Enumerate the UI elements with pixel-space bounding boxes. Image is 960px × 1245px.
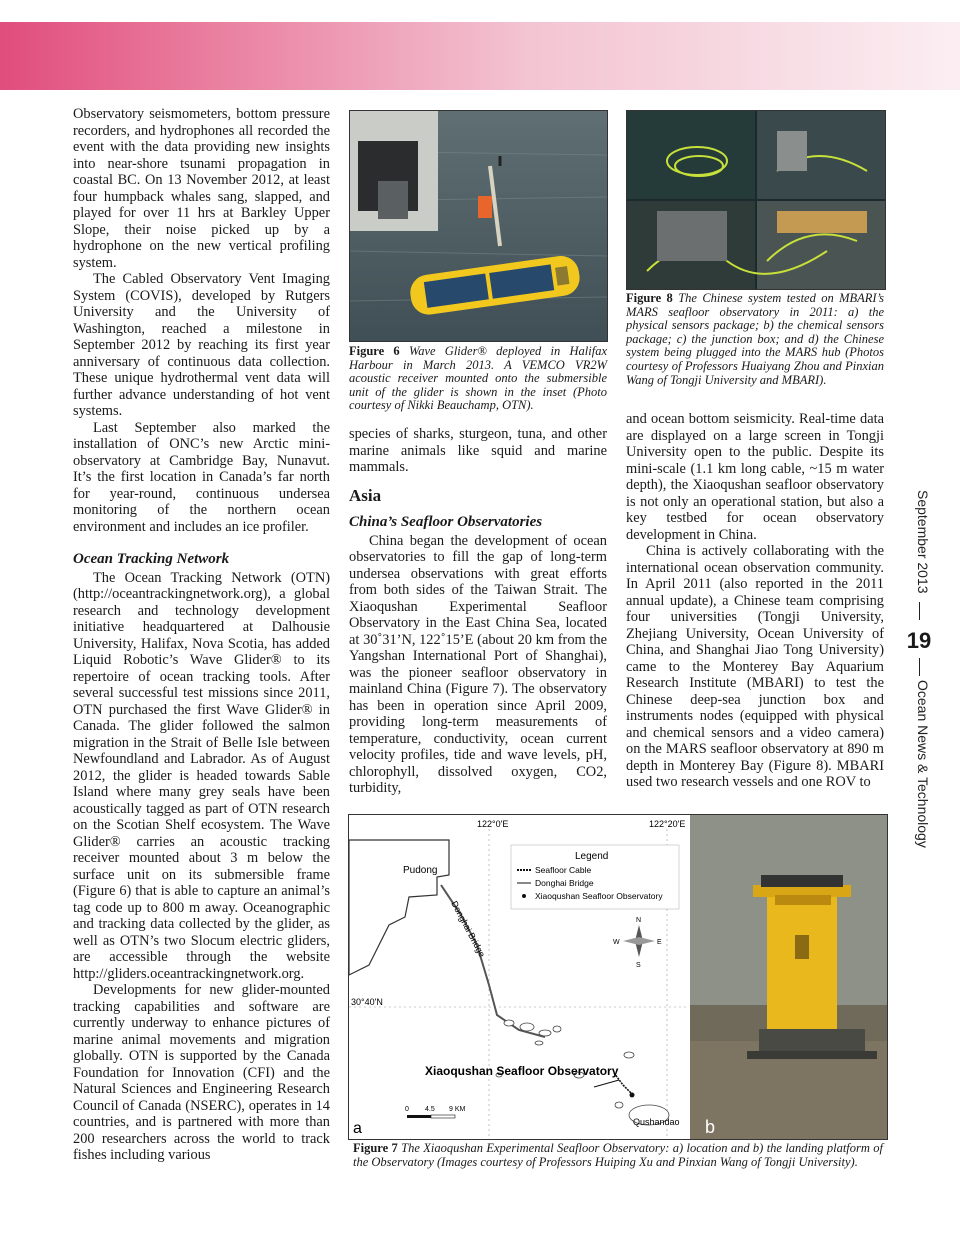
place-label-observatory: Xiaoqushan Seafloor Observatory bbox=[425, 1064, 619, 1078]
figure-7-caption bbox=[353, 1142, 883, 1169]
panel-label-b: b bbox=[705, 1117, 716, 1137]
paragraph: The Cabled Observatory Vent Imaging System (COVIS), developed by Rutgers University and the University of Washington, reached a milestone in September 2012 by reaching its first year anniversary of continuous data collection. These unique hydrothermal vent data will further advance understanding of hot vent systems. bbox=[73, 271, 330, 419]
longitude-label: 122°20'E bbox=[649, 819, 686, 829]
paragraph: species of sharks, sturgeon, tuna, and other marine animals like squid and marine mammals. bbox=[349, 426, 607, 475]
figure-8-caption bbox=[626, 292, 884, 387]
journal-name: Ocean News & Technology bbox=[915, 680, 931, 848]
wave-glider-image bbox=[350, 111, 607, 341]
paragraph: The Ocean Tracking Network (OTN) (http://oceantrackingnetwork.org), a global research and technology development initiative headquartered at Dalhousie University, Halifax, Nova Scotia, has added Liquid Robotic’s Wave Glider® to its repertoire of ocean tracking tools. After several successful test missions since 2011, OTN purchased the first Wave Glider® in Canada. The glider followed the salmon migration in the Strait of Belle Isle between Newfoundland and Labrador. As of August 2012, the glider is headed towards Sable Island where many grey seals have been acoustically tagged as part of OTN research on the Scotian Shelf ecosystem. The Wave Glider® carries an acoustic tracking receiver mounted about 3 m below the surface unit on its submersible frame (Figure 6) that is able to capture an animal’s tag code up to 800 m away. Oceanographic and tracking data collected by the glider, as well as OTN’s two Slocum electric gliders, are accessible through the website http://gliders.oceantrackingnetwork.org. bbox=[73, 569, 330, 982]
figure-7-graphic bbox=[349, 815, 887, 1139]
compass-e: E bbox=[657, 939, 662, 946]
figure-6-caption-text: Wave Glider® deployed in Halifax Harbour in March 2013. A VEMCO VR2W acoustic receiver mounted onto the submersible unit of the glider is shown in the inset (Photo courtesy of Nikki Beauchamp, OTN). bbox=[349, 344, 608, 413]
side-running-header bbox=[893, 490, 945, 850]
figure-7-label: Figure 7 bbox=[353, 1141, 398, 1155]
column-1 bbox=[73, 106, 330, 1164]
place-label-qushandao: Qushandao bbox=[633, 1117, 680, 1127]
section-heading-otn: Ocean Tracking Network bbox=[73, 551, 230, 567]
legend-item: Donghai Bridge bbox=[535, 878, 594, 888]
figure-8-caption-text: The Chinese system tested on MBARI’s MARS seafloor observatory in 2011: a) the physical sensors package; b) the chemical sensors package; c) the junction box; and d) the Chinese system being plugged into the MARS hub (Photos courtesy of Professors Huaiyang Zhou and Pinxian Wang of Tongji University and MBARI). bbox=[626, 291, 885, 387]
figure-7 bbox=[348, 814, 888, 1140]
legend-item: Seafloor Cable bbox=[535, 865, 592, 875]
compass-n: N bbox=[636, 917, 642, 924]
compass-w: W bbox=[613, 939, 620, 946]
paragraph: and ocean bottom seismicity. Real-time data are displayed on a large screen in Tongji University open to the public. Despite its mini-scale (1.1 km long cable, ~15 m water depth), the Xiaoqushan seafloor observatory is not only an operational station, but also a key testbed for ocean observatory development in China. bbox=[626, 411, 884, 543]
figure-6-label: Figure 6 bbox=[349, 344, 400, 358]
section-heading-china: China’s Seafloor Observatories bbox=[349, 514, 543, 530]
page-number: 19 bbox=[906, 628, 932, 653]
paragraph: China is actively collaborating with the international ocean observation community. In April 2011 (also reported in the 2011 annual update), a Chinese team comprising four universities (Tongji University, Zhejiang University, Ocean University of China, and Shanghai Jiao Tong University) came to the Monterey Bay Aquarium Research Institute (MBARI) to test the Chinese deep-sea junction box and instruments nodes (equipped with physical and chemical sensors and a video camera) on the MARS seafloor observatory at 890 m depth in Monterey Bay (Figure 8). MBARI used two research vessels and one ROV to bbox=[626, 543, 884, 790]
header-banner bbox=[0, 22, 960, 90]
divider bbox=[919, 602, 920, 620]
observatory-marker bbox=[630, 1093, 635, 1098]
panel-label-a: a bbox=[353, 1120, 362, 1137]
column-3 bbox=[626, 411, 884, 791]
svg-text:4.5: 4.5 bbox=[425, 1106, 435, 1113]
figure-6-caption bbox=[349, 345, 607, 413]
mars-observatory-image bbox=[627, 111, 885, 289]
paragraph: Developments for new glider-mounted tracking capabilities and software are currently underway to enhance pictures of marine animal movements and migration globally. OTN is supported by the Canada Foundation for Innovation (CFI) and the Natural Sciences and Engineering Research Council of Canada (NSERC), operates in 14 countries, and is partnered with more than 200 researchers across the world to track fishes including various bbox=[73, 982, 330, 1163]
paragraph: Observatory seismometers, bottom pressure recorders, and hydrophones all recorded the event with the data providing new insights into near-shore tsunami propagation in coastal BC. On 13 November 2012, at least four humpback whales sang, slapped, and played for over 11 hrs at Barkley Upper Slope, their noise picked up by a hydrophone on the new vertical profiling system. bbox=[73, 106, 330, 271]
figure-7-caption-text: The Xiaoqushan Experimental Seafloor Observatory: a) location and b) the landing platform of the Observatory (Images courtesy of Professors Huiping Xu and Pinxian Wang of Tongji University). bbox=[353, 1141, 884, 1169]
compass-s: S bbox=[636, 962, 641, 969]
latitude-label: 30°40'N bbox=[351, 997, 383, 1007]
column-2 bbox=[349, 426, 607, 797]
figure-6-photo bbox=[349, 110, 608, 342]
svg-text:9 KM: 9 KM bbox=[449, 1106, 466, 1113]
place-label-pudong: Pudong bbox=[403, 865, 438, 876]
legend-item: Xiaoqushan Seafloor Observatory bbox=[535, 891, 663, 901]
divider bbox=[919, 658, 920, 676]
bridge-label: Donghai Bridge bbox=[449, 899, 488, 959]
figure-8-label: Figure 8 bbox=[626, 291, 673, 305]
paragraph: Last September also marked the installation of ONC’s new Arctic mini-observatory at Cambridge Bay, Nunavut. It’s the first location in Canada’s far north for year-round, continuous undersea monitoring of the northern ocean environment and includes an ice profiler. bbox=[73, 419, 330, 535]
legend-title: Legend bbox=[575, 851, 609, 862]
paragraph: China began the development of ocean observatories to fill the gap of long-term undersea observations with great efforts from both sides of the Taiwan Strait. The Xiaoqushan Experimental Seafloor Observatory in the East China Sea, located at 30˚31’N, 122˚15’E (about 20 km from the Yangshan International Port of Shanghai), was the pioneer seafloor observatory in mainland China (Figure 7). The observatory has been in operation since April 2009, providing long-term measurements of temperature, conductivity, ocean current velocity profiles, tide and wave levels, pH, chlorophyll, dissolved oxygen, CO2, turbidity, bbox=[349, 532, 607, 796]
figure-8-photo bbox=[626, 110, 886, 290]
longitude-label: 122°0'E bbox=[477, 819, 509, 829]
section-heading-asia: Asia bbox=[349, 485, 382, 505]
svg-text:0: 0 bbox=[405, 1106, 409, 1113]
issue-date: September 2013 bbox=[915, 490, 931, 594]
